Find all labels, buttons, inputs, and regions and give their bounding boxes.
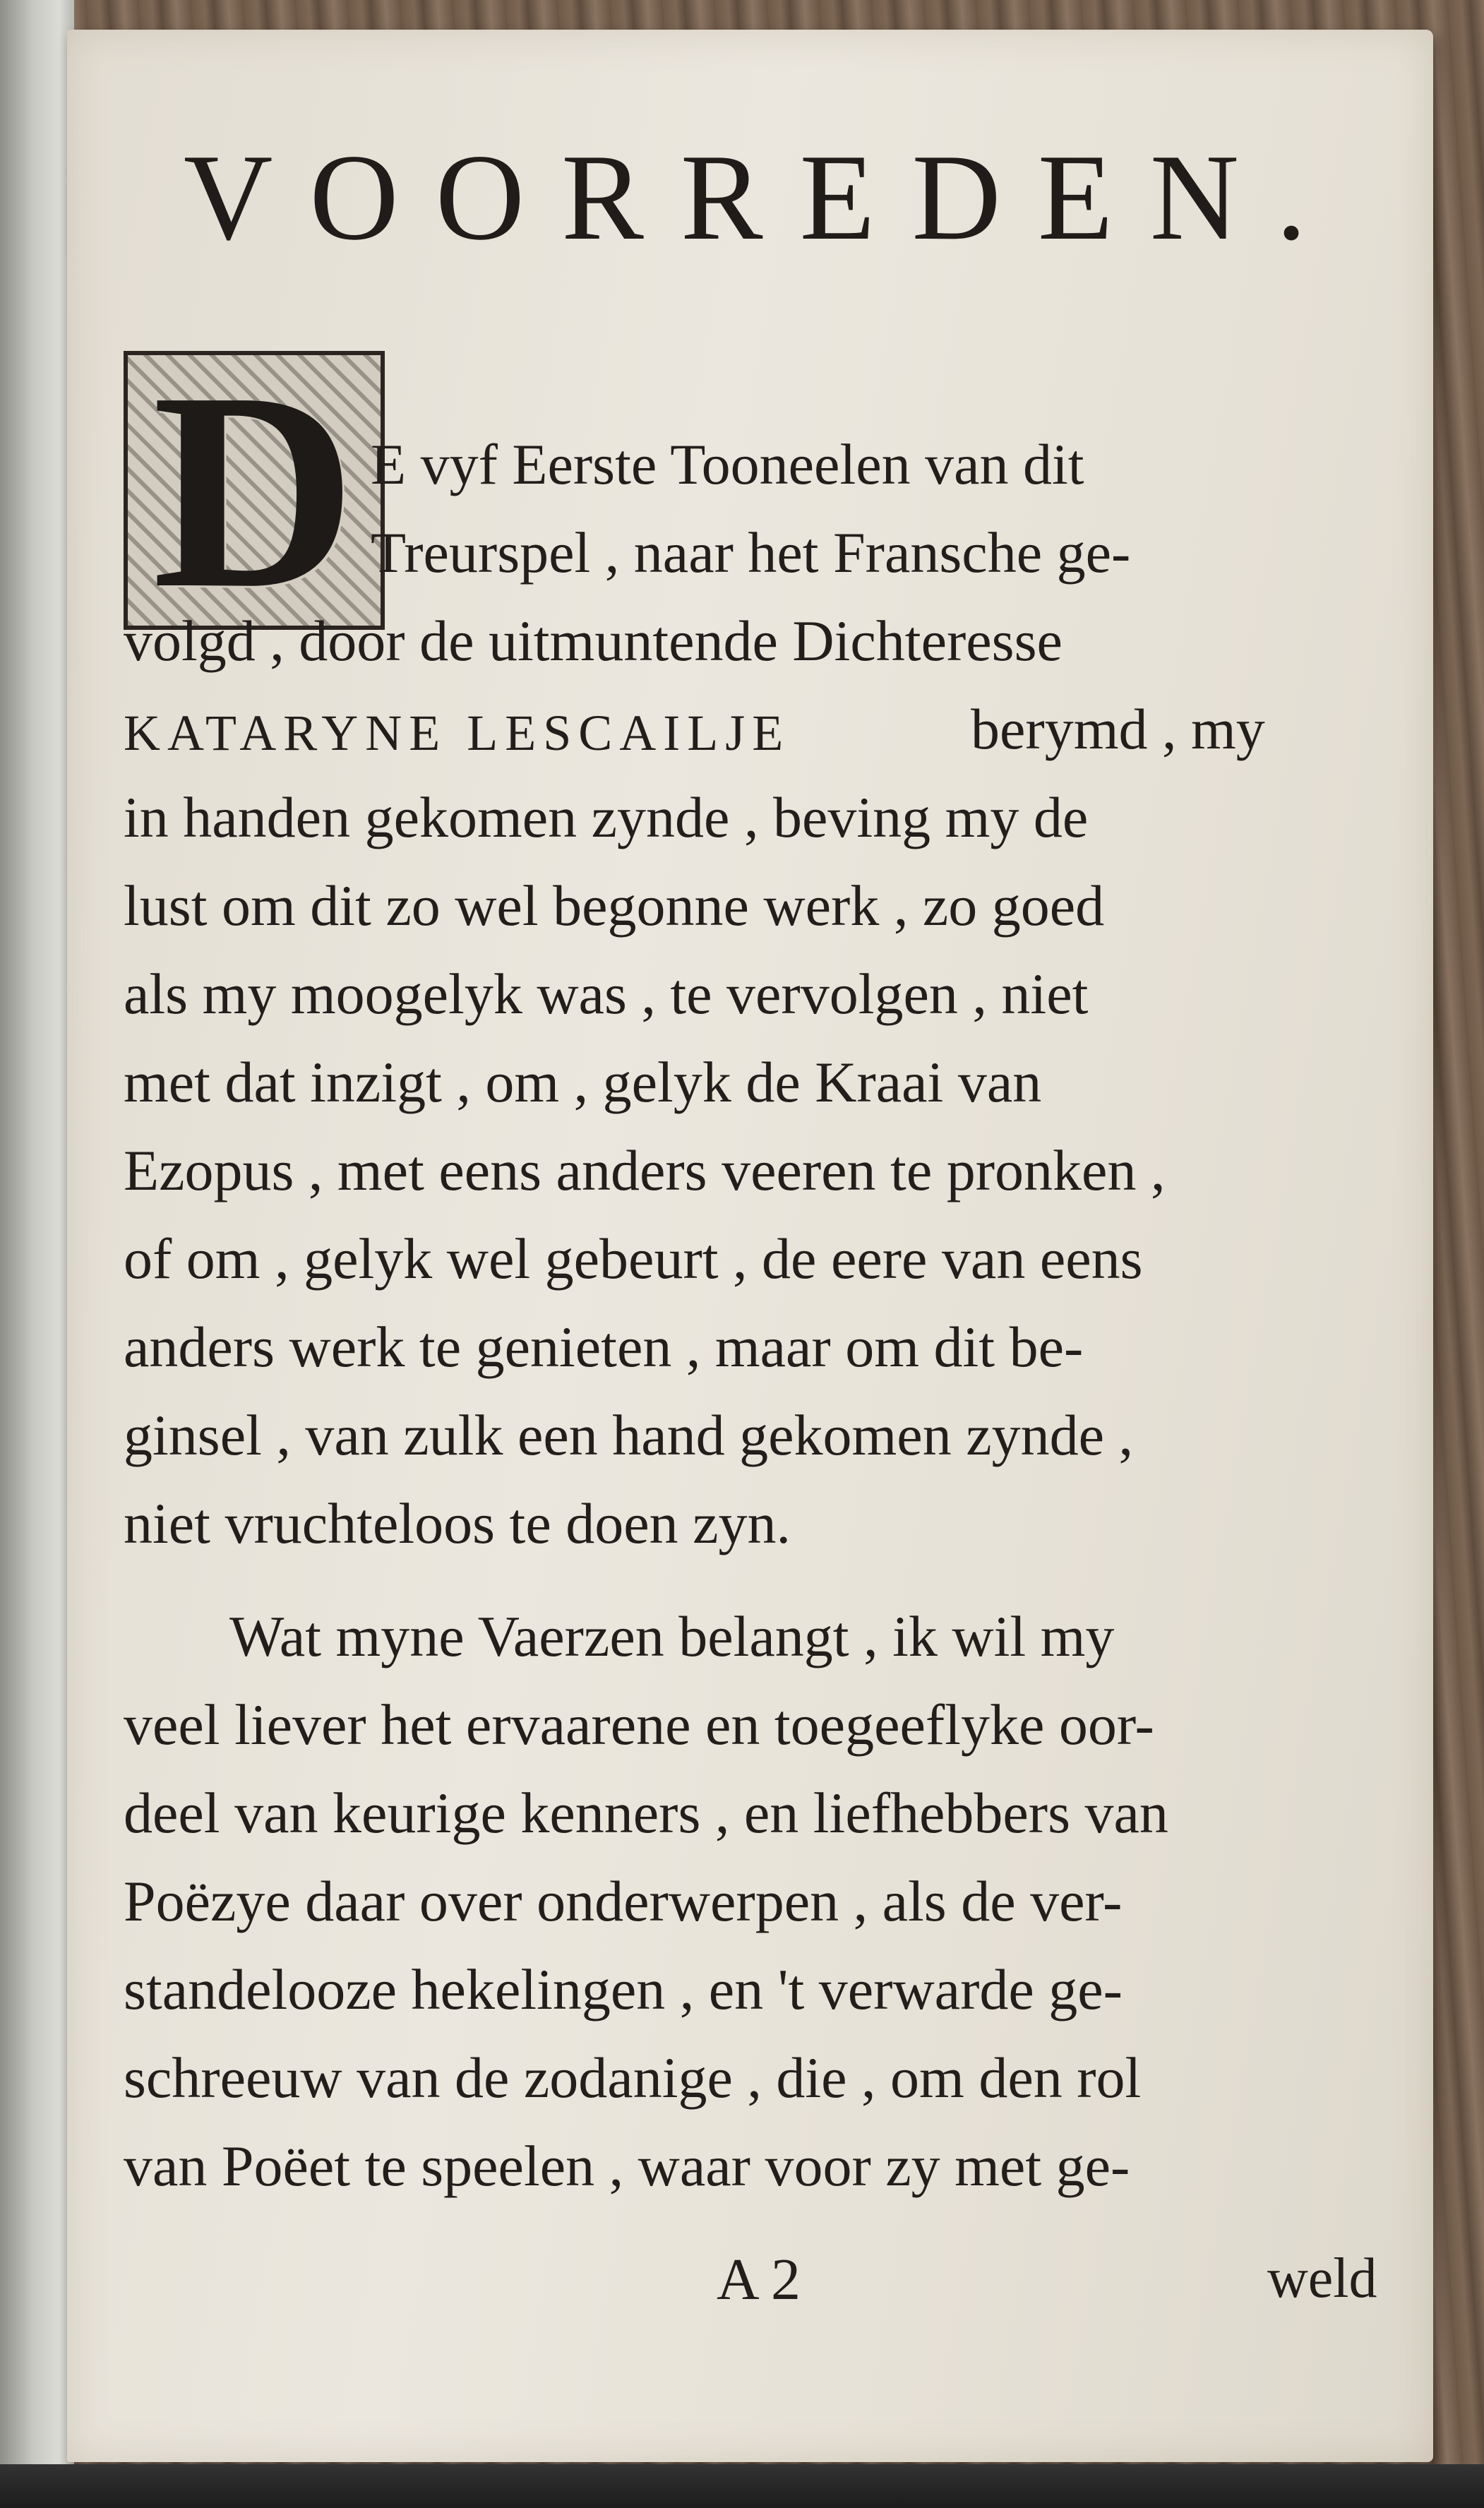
text-line: Wat myne Vaerzen belangt , ik wil my bbox=[229, 1604, 1115, 1668]
text-line: lust om dit zo wel begonne werk , zo goed bbox=[124, 873, 1105, 938]
text-line: Poëzye daar over onderwerpen , als de ver- bbox=[124, 1869, 1123, 1933]
text-line: of om , gelyk wel gebeurt , de eere van eens bbox=[124, 1226, 1143, 1291]
text-line: anders werk te genieten , maar om dit be- bbox=[124, 1315, 1084, 1379]
text-line: schreeuw van de zodanige , die , om den rol bbox=[124, 2046, 1142, 2110]
text-line: standelooze hekelingen , en 't verwarde ge- bbox=[124, 1957, 1123, 2022]
text-line: met dat inzigt , om , gelyk de Kraai van bbox=[124, 1050, 1042, 1114]
initial-letter: D bbox=[152, 333, 357, 647]
book-page bbox=[67, 30, 1433, 2462]
text-line: van Poëet te speelen , waar voor zy met ge- bbox=[124, 2134, 1130, 2198]
text-line: ginsel , van zulk een hand gekomen zynde , bbox=[124, 1403, 1133, 1467]
book-edge-shadow bbox=[0, 2464, 1484, 2508]
text-line: berymd , my bbox=[971, 697, 1265, 761]
text-line: Ezopus , met eens anders veeren te pronken , bbox=[124, 1138, 1166, 1202]
text-line: E vyf Eerste Tooneelen van dit bbox=[371, 432, 1084, 496]
text-line: deel van keurige kenners , en liefhebbers van bbox=[124, 1781, 1168, 1845]
decorated-initial bbox=[124, 333, 385, 647]
text-line: in handen gekomen zynde , beving my de bbox=[124, 785, 1089, 849]
page-title: VOORREDEN. bbox=[184, 129, 1344, 265]
text-line: niet vruchteloos te doen zyn. bbox=[124, 1491, 791, 1555]
text-line-smallcaps: KATARYNE LESCAILJE bbox=[124, 705, 791, 761]
catchword: weld bbox=[1267, 2247, 1377, 2310]
facing-page-edge bbox=[0, 0, 74, 2508]
text-line: als my moogelyk was , te vervolgen , niet bbox=[124, 962, 1089, 1026]
text-line: Treurspel , naar het Fransche ge- bbox=[371, 520, 1131, 585]
text-line: volgd , door de uitmuntende Dichteresse bbox=[124, 609, 1063, 673]
text-line: veel liever het ervaarene en toegeeflyke oor- bbox=[124, 1692, 1154, 1757]
signature-mark: A 2 bbox=[717, 2247, 801, 2312]
